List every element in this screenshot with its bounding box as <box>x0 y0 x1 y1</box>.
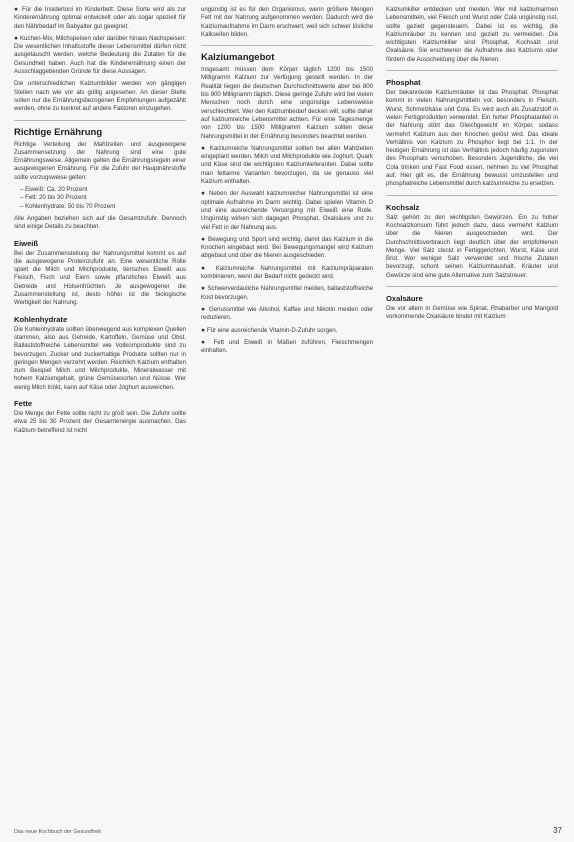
running-footer: Das neue Kochbuch der Gesundheit <box>14 829 101 835</box>
list-item: – Kohlenhydrate: 50 bis 70 Prozent <box>20 202 116 210</box>
kochsalz-paragraph: Salz gehört zu den wichtigsten Gewürzen. Ein zu hoher Kochsalzkonsum führt jedoch dazu, dass vermehrt Kalzium über die Nieren ausgeschieden wird. Der Durchschnittsverbrauch liegt deutlich über der empfohlenen Menge. Viel Salz steckt in Fertiggerichten, Wurst, Käse und Brot. Wer weniger Salz verwendet und frische Zutaten bevorzugt, schont seinen Kalziumhaushalt. Kräuter und Gewürze sind eine gute Alternative zum Salzstreuer. <box>386 213 558 279</box>
bullet-dot-icon: ● <box>201 190 207 198</box>
bullet-dot-icon: ● <box>201 235 206 243</box>
column-right <box>386 6 558 326</box>
subheading-fette: Fette <box>14 398 33 408</box>
oxalsaeure-paragraph: Die vor allem in Gemüse wie Spinat, Rhabarber und Mangold vorkommende Oxalsäure bindet mit Kalzium <box>386 305 558 321</box>
section-paragraph: Richtige Verteilung der Mahlzeiten und ausgewogene Zusammensetzung der Nahrung sind eine gute Ernährungsweise. Allgemein gelten die Ernährungsregeln einer ausgewogenen Ernährung. Für die Zufuhr der Hauptnährstoffe sollte vorzugsweise gelten: <box>14 140 186 181</box>
section-divider <box>386 70 558 71</box>
subheading-phosphat: Phosphat <box>386 78 421 88</box>
tip-bullet: ● Für eine ausreichende Vitamin-D-Zufuhr sorgen. <box>201 326 338 334</box>
fette-paragraph: Die Menge der Fette sollte nicht zu groß sein. Die Zufuhr sollte etwa 25 bis 30 Prozent der Gesamtenergie ausmachen. Das Kalzium betreffend ist nicht <box>14 409 186 434</box>
subheading-kohlenhydrate: Kohlenhydrate <box>14 314 68 324</box>
section-divider <box>14 120 186 121</box>
middle-top-paragraph: ungünstig ist es für den Organismus, wenn größere Mengen Fett mit der Nahrung aufgenommen werden. Dadurch wird die Kalziumaufnahme im Darm erschwert, weil sich schwer lösliche Kalkseifen bilden. <box>201 6 373 38</box>
page <box>14 6 562 824</box>
section-divider <box>386 195 558 196</box>
bullet-dot-icon: ● <box>201 338 209 346</box>
section-paragraph: Insgesamt müssen dem Körper täglich 1200 bis 1500 Milligramm Kalzium zur Verfügung gestellt werden. In der Realität liegen die deutschen Durchschnittswerte aber bei 800 bis 900 Milligramm täglich. Diese geringe Zufuhr wird bei vielen Menschen noch durch eine ungünstige Lebensweise verschlechtert. Wer den Kalziumbedarf decken will, sollte daher auf kalziumreiche Lebensmittel achten. Für eine Tagesmenge von 1200 bis 1500 Milligramm Kalzium sollten diese Nahrungsmittel in der Ernährung besonders beachtet werden. <box>201 66 373 140</box>
column-left <box>14 6 186 439</box>
tip-bullet: ● Genussmittel wie Alkohol, Kaffee und Nikotin meiden oder reduzieren. <box>201 305 374 322</box>
section-heading: Kalziumangebot <box>201 52 275 64</box>
bullet-dot-icon: ● <box>201 326 206 334</box>
phosphat-paragraph: Der bekannteste Kalziumräuber ist das Phosphat. Phosphat kommt in vielen Nahrungsmitteln vor, besonders in Fleisch, Wurst, Schmelzkäse und Cola. Es wird auch als Zusatzstoff in vielen Fertigprodukten verwendet. Ein hoher Phosphatanteil in der Nahrung stört das Gleichgewicht im Körper, sodass vermehrt Kalzium aus den Knochen gelöst wird. Das ideale Verhältnis von Kalzium zu Phosphor liegt bei 1:1. In der heutigen Ernährung ist das Verhältnis jedoch häufig zugunsten des Phosphats verschoben. Besonders Jugendliche, die viel Cola trinken und Fast Food essen, nehmen zu viel Phosphat auf. Hier gilt es, die Ernährung bewusst umzustellen und phosphatreiche Lebensmittel durch kalziumreiche zu ersetzen. <box>386 89 558 188</box>
bullet-dot-icon: ● <box>14 34 19 42</box>
page-number: 37 <box>553 826 562 835</box>
section-divider <box>386 286 558 287</box>
section-heading: Richtige Ernährung <box>14 126 103 138</box>
bullet-dot-icon: ● <box>14 6 20 13</box>
bullet-dot-icon: ● <box>201 305 207 313</box>
right-top-paragraph: Kalziumkiller entdecken und meiden. Wer mit kalziumarmen Lebensmitteln, viel Fleisch und Wurst oder Cola ungünstig isst, sollte gezielt gegensteuern. Dabei ist es wichtig, die Kalziumräuber zu kennen und gezielt zu vermeiden. Die wichtigsten Kalziumkiller sind Phosphat, Kochsalz und Oxalsäure. Sie erschweren die Aufnahme des Kalziums oder fördern die Ausscheidung über die Nieren. <box>386 6 558 63</box>
list-item: – Eiweiß: Ca. 20 Prozent <box>20 186 88 194</box>
eiweiss-paragraph: Bei der Zusammenstellung der Nahrungsmittel kommt es auf die ausgewogene Proteinzufuhr an. Eine wesentliche Rolle spielt die Milch und Milchprodukte, tierisches Eiweiß aus Fleisch, Fisch und Eiern sowie pflanzliches Eiweiß aus Getreide und Hülsenfrüchten. Je ausgewogener die Zusammenstellung ist, desto höher ist die biologische Wertigkeit der Nahrung. <box>14 249 186 307</box>
kohlenhydrate-paragraph: Die Kohlenhydrate sollten überwiegend aus komplexen Quellen stammen, also aus Getreide, Kartoffeln, Gemüse und Obst. Ballaststoffreiche Lebensmittel wie Vollkornprodukte sind zu bevorzugen. Zucker und zuckerhaltige Produkte sollten nur in geringen Mengen verzehrt werden. Reichlich Kalzium enthalten zum Beispiel Milch und Milchprodukte, Mineralwasser mit hohem Kalziumgehalt, grüne Gemüsesorten und Nüsse. Wer wenig Milch trinkt, kann auf Käse oder Joghurt ausweichen. <box>14 325 186 391</box>
subheading-eiweiss: Eiweiß <box>14 238 39 248</box>
list-item: – Fett: 20 bis 30 Prozent <box>20 194 87 202</box>
column-middle <box>201 6 373 359</box>
tip-bullet: ● Bewegung und Sport sind wichtig, damit das Kalzium in die Knochen eingebaut wird. Bei Bewegungsmangel wird Kalzium abgebaut und über die Nieren ausgeschieden. <box>201 235 373 260</box>
tip-bullet: ● Kalziumreiche Nahrungsmittel mit Kalziumpräparaten kombinieren, wenn der Bedarf nicht gedeckt wird. <box>201 264 373 281</box>
tip-bullet: ● Kalziumreiche Nahrungsmittel sollten bei allen Mahlzeiten eingeplant werden. Milch und Milchprodukte wie Joghurt, Quark und Käse sind die wichtigsten Kalziumlieferanten. Dabei sollte man fettarme Varianten bevorzugen, da sie genauso viel Kalzium enthalten. <box>201 144 373 186</box>
section-divider <box>201 45 373 46</box>
tip-bullet: ● Fett und Eiweiß in Maßen zuführen, Fleischmengen einhalten. <box>201 338 373 355</box>
intro-paragraph: Die unterschiedlichen Kalziumbilder werden von gängigen Stellen nach wie vor als gültig angesehen. An dieser Stelle sollen nur die Ernährungsbezogenen Empfehlungen aufgezählt werden, ohne zu konkret auf andere Faktoren einzugehen. <box>14 80 186 113</box>
intro-bullet: ● Kuchen-Mix, Milchspeisen oder darüber hinaus Nachspeisen: Die wesentlichen Inhaltsstoffe dieser Lebensmittel dürfen nicht ausgetauscht werden, welche Bedeutung die Zutaten für die Gesundheit haben. Auch hat die Kinderernährung einen der Ausschlaggebenden Gründe für diese Aussagen. <box>14 34 186 76</box>
bullet-dot-icon: ● <box>201 285 206 293</box>
subheading-kochsalz: Kochsalz <box>386 202 420 212</box>
tip-bullet: ● Neben der Auswahl kalziumreicher Nahrungsmittel ist eine optimale Aufnahme im Darm wichtig. Dabei spielen Vitamin D und eine ausreichende Versorgung mit Eiweiß eine Rolle. Ungünstig wirken sich dagegen Phosphat, Oxalsäure und zu viel Fett in der Nahrung aus. <box>201 190 373 231</box>
intro-bullet: ● Für die Insidertoni im Kinderbett: Diese Sorte wird als zur Kinderernährung optimal entwickelt oder als sogar speziell für den Nährbedarf im Babyalter gut geeignet. <box>14 6 186 30</box>
subheading-oxalsaeure: Oxalsäure <box>386 294 423 304</box>
nutrient-list <box>20 186 186 211</box>
bullet-dot-icon: ● <box>201 144 207 152</box>
section-note: Alle Angaben beziehen sich auf die Gesamtzufuhr. Dennoch sind einige Details zu beachten. <box>14 214 186 231</box>
bullet-dot-icon: ● <box>201 264 210 272</box>
tip-bullet: ● Schwerverdauliche Nahrungsmittel meiden, ballaststoffreiche Kost bevorzugen. <box>201 285 373 301</box>
